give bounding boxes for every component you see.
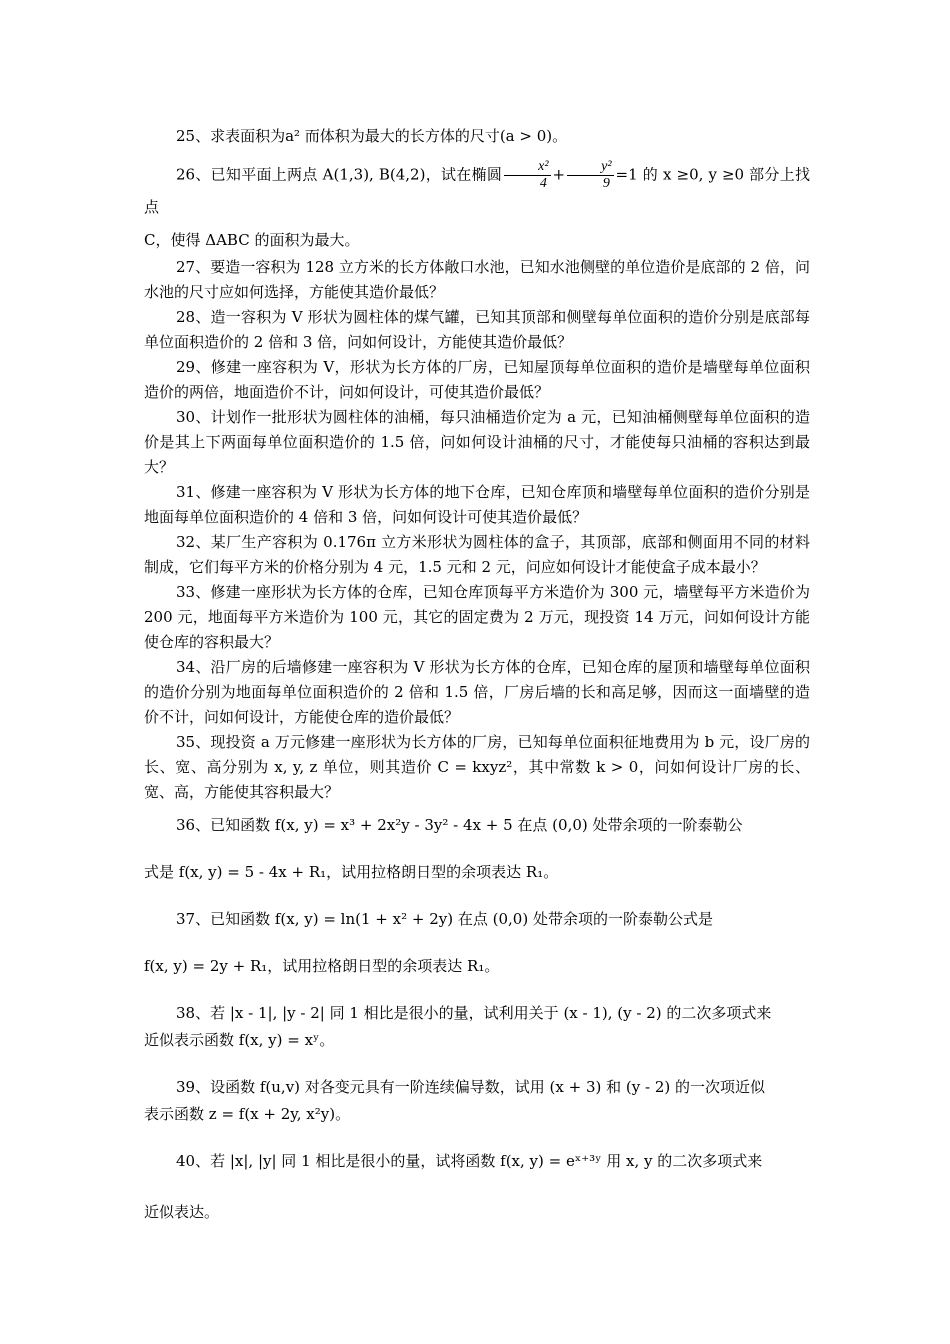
problem-38-line2: 近似表示函数 f(x, y) = xʸ。 — [144, 1031, 335, 1049]
problem-33: 33、修建一座形状为长方体的仓库，已知仓库顶每平方米造价为 300 元，墙壁每平方米造价为 200 元，地面每平方米造价为 100 元，其它的固定费为 2 万元，现投资 14 万元，问如何设计方能使仓库的容积最大？ — [144, 583, 810, 651]
problem-34: 34、沿厂房的后墙修建一座容积为 V 形状为长方体的仓库，已知仓库的屋顶和墙壁每单位面积的造价分别为地面每单位面积造价的 2 倍和 1.5 倍，厂房后墙的长和高足够，因而这一面墙壁的造价不计，问如何设计，方能使仓库的造价最低？ — [144, 658, 810, 726]
ellipse-fraction-x: $\frac{\text{x²}}{4}$ — [504, 159, 550, 192]
problem-32: 32、某厂生产容积为 0.176π 立方米形状为圆柱体的盒子，其顶部，底部和侧面用不同的材料制成，它们每平方米的价格分别为 4 元，1.5 元和 2 元，问应如何设计才能使盒子成本最小？ — [144, 533, 810, 576]
problem-31: 31、修建一座容积为 V 形状为长方体的地下仓库，已知仓库顶和墙壁每单位面积的造价分别是地面每单位面积造价的 4 倍和 3 倍，问如何设计可使其造价最低？ — [144, 483, 810, 526]
problem-25: 25、求表面积为a² 而体积为最大的长方体的尺寸(a > 0)。 — [176, 127, 568, 145]
plus-sign: + — [552, 165, 566, 184]
document-body — [144, 120, 810, 1225]
problem-29: 29、修建一座容积为 V，形状为长方体的厂房，已知屋顶每单位面积的造价是墙壁每单位面积造价的两倍，地面造价不计，问如何设计，可使其造价最低？ — [144, 358, 810, 401]
problem-28: 28、造一容积为 V 形状为圆柱体的煤气罐，已知其顶部和侧壁每单位面积的造价分别是底部每单位面积造价的 2 倍和 3 倍，问如何设计，方能使其造价最低？ — [144, 308, 810, 351]
problem-37-line2: f(x, y) = 2y + R₁，试用拉格朗日型的余项表达 R₁。 — [144, 957, 500, 975]
problem-40-line1: 40、若 |x|, |y| 同 1 相比是很小的量，试将函数 f(x, y) = eˣ⁺³ʸ 用 x, y 的二次多项式来 — [176, 1152, 763, 1170]
problem-36-line2: 式是 f(x, y) = 5 - 4x + R₁，试用拉格朗日型的余项表达 R₁。 — [144, 863, 559, 881]
problem-35: 35、现投资 a 万元修建一座形状为长方体的厂房，已知每单位面积征地费用为 b 元，设厂房的长、宽、高分别为 x, y, z 单位，则其造价 C = kxyz²，其中常数 k > 0，问如何设计厂房的长、宽、高，方能使其容积最大？ — [144, 733, 810, 801]
problem-39-line2: 表示函数 z = f(x + 2y, x²y)。 — [144, 1105, 351, 1123]
problem-26-line1 — [144, 159, 810, 222]
problem-26-text-a: 26、已知平面上两点 A(1,3), B(4,2)，试在椭圆 — [176, 165, 503, 184]
problem-39-line1: 39、设函数 f(u,v) 对各变元具有一阶连续偏导数，试用 (x + 3) 和 (y - 2) 的一次项近似 — [176, 1078, 765, 1096]
problem-30: 30、计划作一批形状为圆柱体的油桶，每只油桶造价定为 a 元，已知油桶侧壁每单位面积的造价是其上下两面每单位面积造价的 1.5 倍，问如何设计油桶的尺寸，才能使每只油桶的容积达到最大？ — [144, 408, 810, 476]
problem-38-line1: 38、若 |x - 1|, |y - 2| 同 1 相比是很小的量，试利用关于 (x - 1), (y - 2) 的二次多项式来 — [176, 1004, 772, 1022]
problem-26-text-b: =1 的 x ≥0, y ≥0 部分上找点 — [144, 165, 810, 216]
problem-37-line1: 37、已知函数 f(x, y) = ln(1 + x² + 2y) 在点 (0,0) 处带余项的一阶泰勒公式是 — [176, 910, 713, 928]
problem-36-line1: 36、已知函数 f(x, y) = x³ + 2x²y - 3y² - 4x + 5 在点 (0,0) 处带余项的一阶泰勒公 — [176, 816, 743, 834]
problem-26-line2: C，使得 ΔABC 的面积为最大。 — [144, 231, 360, 249]
ellipse-fraction-y: $\frac{\text{y²}}{9}$ — [567, 159, 613, 192]
problem-27: 27、要造一容积为 128 立方米的长方体敞口水池，已知水池侧壁的单位造价是底部的 2 倍，问水池的尺寸应如何选择，方能使其造价最低？ — [144, 258, 810, 301]
problem-40-line2: 近似表达。 — [144, 1203, 220, 1221]
